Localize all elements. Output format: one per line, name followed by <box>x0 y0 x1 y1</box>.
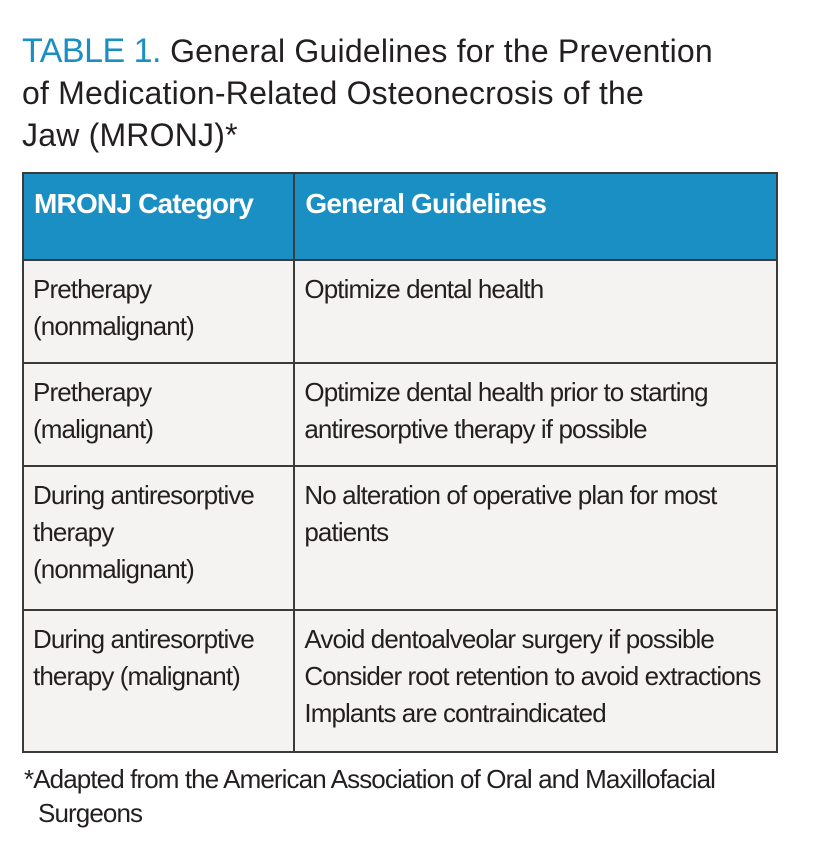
cell-line: antiresorptive therapy if possible <box>304 414 647 444</box>
cell-line: therapy <box>33 517 114 547</box>
cell-line: Consider root retention to avoid extractions <box>304 661 761 691</box>
table-row <box>23 260 777 363</box>
category-cell <box>23 260 294 363</box>
table-row <box>23 466 777 610</box>
cell-line: During antiresorptive <box>33 624 254 654</box>
cell-line: patients <box>304 517 389 547</box>
guidelines-table <box>22 172 778 753</box>
guidelines-cell <box>294 363 777 466</box>
cell-line: (nonmalignant) <box>33 554 194 584</box>
cell-line: No alteration of operative plan for most <box>304 480 717 510</box>
cell-line: Optimize dental health prior to starting <box>304 377 708 407</box>
footnote-line-2: Surgeons <box>38 798 143 828</box>
table-row <box>23 363 777 466</box>
table-row <box>23 610 777 752</box>
cell-line: (malignant) <box>33 414 154 444</box>
cell-line: therapy (malignant) <box>33 661 240 691</box>
table-title <box>22 30 802 156</box>
title-line-3: Jaw (MRONJ)* <box>22 117 238 153</box>
cell-line: Implants are contraindicated <box>304 698 606 728</box>
cell-line: (nonmalignant) <box>33 311 194 341</box>
title-line-2: of Medication-Related Osteonecrosis of the <box>22 75 645 111</box>
title-line-1: General Guidelines for the Prevention <box>170 33 713 69</box>
header-row <box>23 173 777 260</box>
guidelines-cell <box>294 610 777 752</box>
category-cell <box>23 610 294 752</box>
guidelines-cell <box>294 466 777 610</box>
cell-line: Pretherapy <box>33 377 152 407</box>
category-cell <box>23 363 294 466</box>
footnote-line-1: *Adapted from the American Association of Oral and Maxillofacial <box>24 764 716 794</box>
guidelines-cell <box>294 260 777 363</box>
cell-line: During antiresorptive <box>33 480 254 510</box>
category-cell <box>23 466 294 610</box>
cell-line: Optimize dental health <box>304 274 544 304</box>
header-guidelines: General Guidelines <box>294 173 777 260</box>
header-category: MRONJ Category <box>23 173 294 260</box>
footnote <box>24 762 794 830</box>
cell-line: Avoid dentoalveolar surgery if possible <box>304 624 714 654</box>
table-label: TABLE 1. <box>22 32 161 70</box>
cell-line: Pretherapy <box>33 274 152 304</box>
